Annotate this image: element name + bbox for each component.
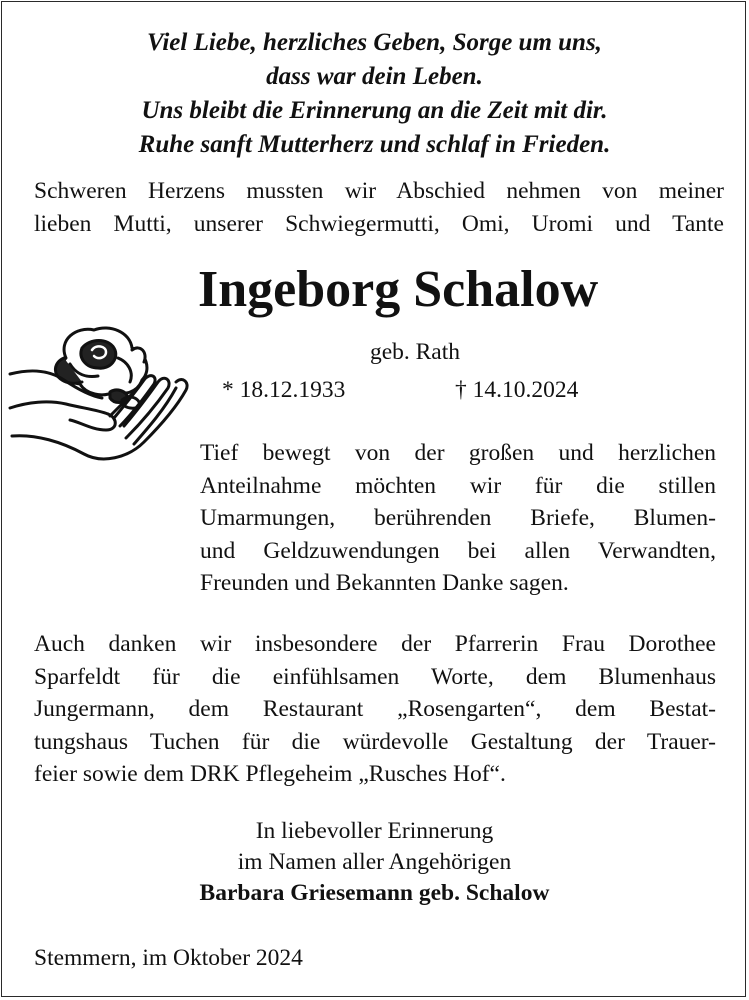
- paragraph-line: Jungermann, dem Restaurant „Rosengarten“, dem Bestat-: [34, 696, 716, 722]
- intro-line: Schweren Herzens mussten wir Abschied nehmen von meiner: [34, 178, 724, 204]
- thanks-paragraph-1: [200, 437, 716, 600]
- poem-line: Viel Liebe, herzliches Geben, Sorge um uns,: [147, 29, 602, 56]
- maiden-name: geb. Rath: [369, 339, 461, 365]
- paragraph-line: Umarmungen, berührenden Briefe, Blumen-: [200, 505, 716, 531]
- death-date: † 14.10.2024: [455, 377, 579, 403]
- paragraph-line: Freunden und Bekannten Danke sagen.: [200, 570, 569, 596]
- paragraph-line: Sparfeldt für die einfühlsamen Worte, dem Blumenhaus: [34, 663, 716, 690]
- signature-line: im Namen aller Angehörigen: [237, 849, 512, 875]
- memorial-poem: [0, 26, 749, 162]
- deceased-name: Ingeborg Schalow: [198, 261, 599, 318]
- rose-in-hand-icon: [6, 318, 192, 468]
- signer-name: Barbara Griesemann geb. Schalow: [199, 880, 550, 906]
- signature-block: [0, 816, 749, 909]
- poem-line: Ruhe sanft Mutterherz und schlaf in Frieden.: [138, 131, 611, 158]
- paragraph-line: feier sowie dem DRK Pflegeheim „Rusches Hof“.: [34, 761, 506, 787]
- paragraph-line: Anteilnahme möchten wir für die stillen: [200, 472, 716, 499]
- poem-line: Uns bleibt die Erinnerung an die Zeit mit dir.: [141, 97, 608, 124]
- birth-date: * 18.12.1933: [222, 377, 346, 403]
- place-date: Stemmern, im Oktober 2024: [34, 945, 303, 971]
- paragraph-line: Auch danken wir insbesondere der Pfarrerin Frau Dorothee: [34, 631, 716, 657]
- signature-line: In liebevoller Erinnerung: [255, 818, 494, 844]
- thanks-paragraph-2: [34, 628, 716, 791]
- paragraph-line: tungshaus Tuchen für die würdevolle Gestaltung der Trauer-: [34, 728, 716, 755]
- intro-line: lieben Mutti, unserer Schwiegermutti, Omi, Uromi und Tante: [34, 211, 724, 237]
- paragraph-line: und Geldzuwendungen bei allen Verwandten,: [200, 537, 716, 564]
- paragraph-line: Tief bewegt von der großen und herzlichen: [200, 440, 716, 466]
- poem-line: dass war dein Leben.: [266, 63, 483, 90]
- intro-text: [34, 175, 724, 241]
